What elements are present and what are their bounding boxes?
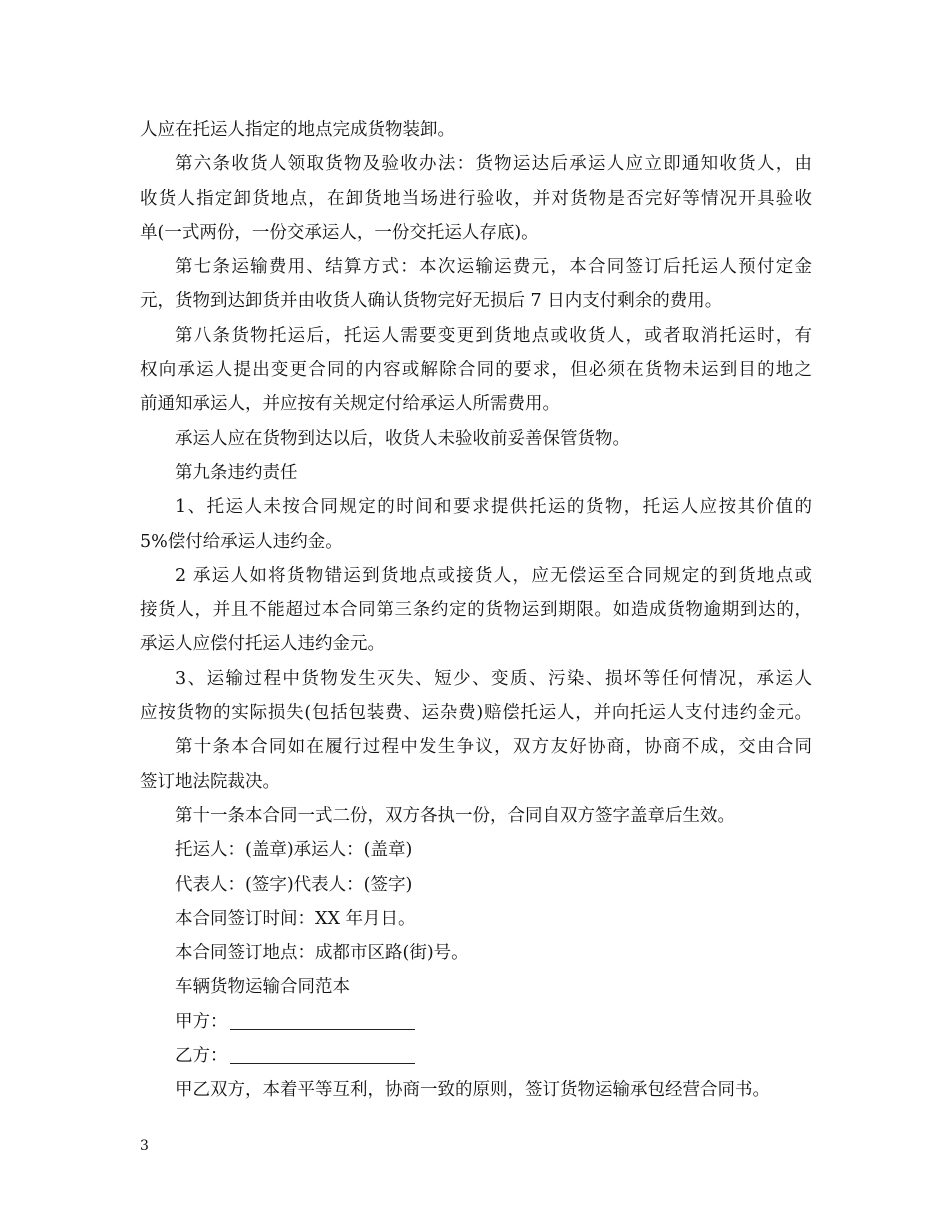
paragraph-line: 甲乙双方，本着平等互利，协商一致的原则，签订货物运输承包经营合同书。 [175,1080,770,1101]
party-b-label: 乙方： [175,1046,228,1067]
contract-title: 车辆货物运输合同范本 [175,977,350,998]
paragraph-line: 第十条本合同如在履行过程中发生争议，双方友好协商，协商不成，交由合同 [175,737,812,758]
paragraph-line: 5%偿付给承运人违约金。 [140,531,343,552]
paragraph-line: 单(一式两份，一份交承运人，一份交托运人存底)。 [140,222,539,243]
paragraph-line: 3、运输过程中货物发生灭失、短少、变质、污染、损坏等任何情况，承运人 [175,668,812,689]
paragraph-line: 承运人应偿付托运人违约金元。 [140,634,385,655]
paragraph-line: 第八条货物托运后，托运人需要变更到货地点或收货人，或者取消托运时，有 [175,325,812,346]
party-a-label: 甲方： [175,1011,228,1032]
party-a-line [140,1005,812,1039]
paragraph-line: 人应在托运人指定的地点完成货物装卸。 [140,120,455,140]
paragraph-line: 第十一条本合同一式二份，双方各执一份，合同自双方签字盖章后生效。 [175,805,735,826]
signing-place-line: 本合同签订地点：成都市区路(街)号。 [175,943,469,964]
paragraph-line: 承运人应在货物到达以后，收货人未验收前妥善保管货物。 [175,428,630,449]
signature-line-representative: 代表人：(签字)代表人：(签字) [175,874,413,895]
party-a-blank [230,1009,415,1030]
party-b-line [140,1039,812,1073]
section-heading: 第九条违约责任 [175,462,298,483]
signing-date-line: 本合同签订时间：XX 年月日。 [175,908,416,929]
paragraph-line: 权向承运人提出变更合同的内容或解除合同的要求，但必须在货物未运到目的地之 [140,360,812,381]
party-b-blank [230,1043,415,1064]
paragraph-line: 前通知承运人，并应按有关规定付给承运人所需费用。 [140,394,560,415]
signature-line-seal: 托运人：(盖章)承运人：(盖章) [175,840,413,861]
page-number: 3 [140,1138,149,1154]
paragraph-line: 应按货物的实际损失(包括包装费、运杂费)赔偿托运人，并向托运人支付违约金元。 [140,703,812,724]
paragraph-line: 签订地法院裁决。 [140,771,280,792]
paragraph-line: 第六条收货人领取货物及验收办法：货物运达后承运人应立即通知收货人，由 [175,154,812,175]
paragraph-line: 接货人，并且不能超过本合同第三条约定的货物运到期限。如造成货物逾期到达的， [140,600,812,621]
paragraph-line: 元，货物到达卸货并由收货人确认货物完好无损后 7 日内支付剩余的费用。 [140,291,723,312]
paragraph-line: 2 承运人如将货物错运到货地点或接货人，应无偿运至合同规定的到货地点或 [175,565,812,586]
document-body [140,113,812,1108]
paragraph-line: 第七条运输费用、结算方式：本次运输运费元，本合同签订后托运人预付定金 [175,257,812,278]
paragraph-line: 收货人指定卸货地点，在卸货地当场进行验收，并对货物是否完好等情况开具验收 [140,188,812,209]
paragraph-line: 1、托运人未按合同规定的时间和要求提供托运的货物，托运人应按其价值的 [175,497,812,518]
